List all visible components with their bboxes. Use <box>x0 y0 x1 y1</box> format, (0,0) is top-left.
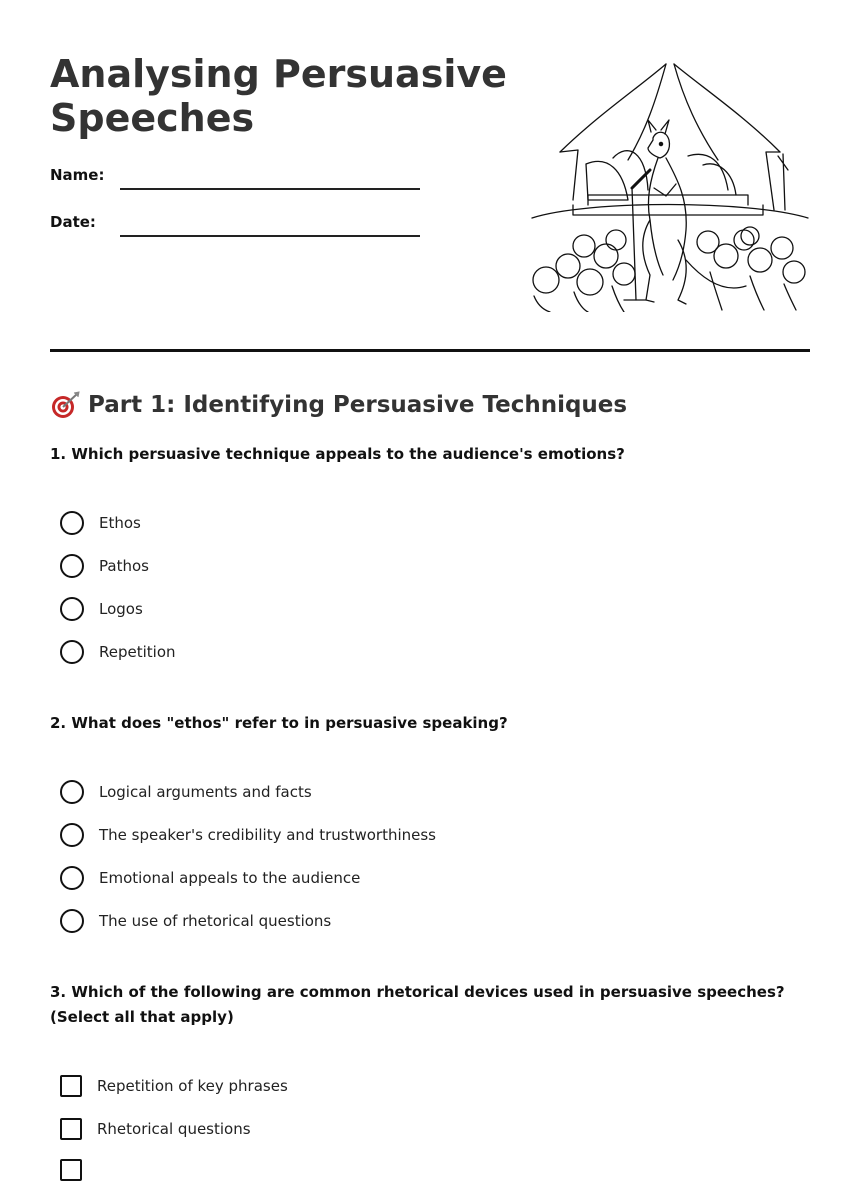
radio-button[interactable] <box>60 554 84 578</box>
checkbox[interactable] <box>60 1159 82 1181</box>
q2-option-4[interactable] <box>60 908 331 934</box>
date-input-line[interactable] <box>120 235 420 237</box>
q1-option-pathos[interactable] <box>60 553 149 579</box>
option-label: The use of rhetorical questions <box>99 912 332 930</box>
option-label: Repetition <box>99 643 176 661</box>
target-dart-icon <box>50 390 80 420</box>
q1-option-ethos[interactable] <box>60 510 141 536</box>
date-label: Date: <box>50 213 96 231</box>
page-title: Analysing Persuasive Speeches <box>50 52 507 140</box>
q3-option-2[interactable] <box>60 1116 251 1142</box>
radio-button[interactable] <box>60 780 84 804</box>
checkbox[interactable] <box>60 1075 82 1097</box>
option-label: Logical arguments and facts <box>99 783 312 801</box>
section-title: Part 1: Identifying Persuasive Techniques <box>88 392 628 418</box>
option-label: Ethos <box>99 514 141 532</box>
option-label: The speaker's credibility and trustworthiness <box>99 826 437 844</box>
option-label: Rhetorical questions <box>97 1120 251 1138</box>
section-heading <box>50 388 627 422</box>
question-2: 2. What does "ethos" refer to in persuasive speaking? <box>50 714 508 732</box>
q1-option-repetition[interactable] <box>60 639 176 665</box>
checkbox[interactable] <box>60 1118 82 1140</box>
radio-button[interactable] <box>60 640 84 664</box>
kangaroo-speaker-illustration <box>528 60 812 312</box>
radio-button[interactable] <box>60 823 84 847</box>
question-3: 3. Which of the following are common rhetorical devices used in persuasive speeches? (Select all that apply) <box>50 983 785 1026</box>
radio-button[interactable] <box>60 597 84 621</box>
question-1: 1. Which persuasive technique appeals to the audience's emotions? <box>50 445 625 463</box>
option-label: Repetition of key phrases <box>97 1077 288 1095</box>
q2-option-1[interactable] <box>60 779 312 805</box>
name-label: Name: <box>50 166 105 184</box>
date-field[interactable] <box>50 213 430 243</box>
header-divider <box>50 349 810 352</box>
radio-button[interactable] <box>60 866 84 890</box>
radio-button[interactable] <box>60 511 84 535</box>
radio-button[interactable] <box>60 909 84 933</box>
option-label: Pathos <box>99 557 149 575</box>
option-label: Emotional appeals to the audience <box>99 869 361 887</box>
q2-option-3[interactable] <box>60 865 360 891</box>
name-field[interactable] <box>50 166 430 196</box>
option-label: Logos <box>99 600 143 618</box>
q1-option-logos[interactable] <box>60 596 143 622</box>
q2-option-2[interactable] <box>60 822 436 848</box>
q3-option-1[interactable] <box>60 1073 288 1099</box>
name-input-line[interactable] <box>120 188 420 190</box>
